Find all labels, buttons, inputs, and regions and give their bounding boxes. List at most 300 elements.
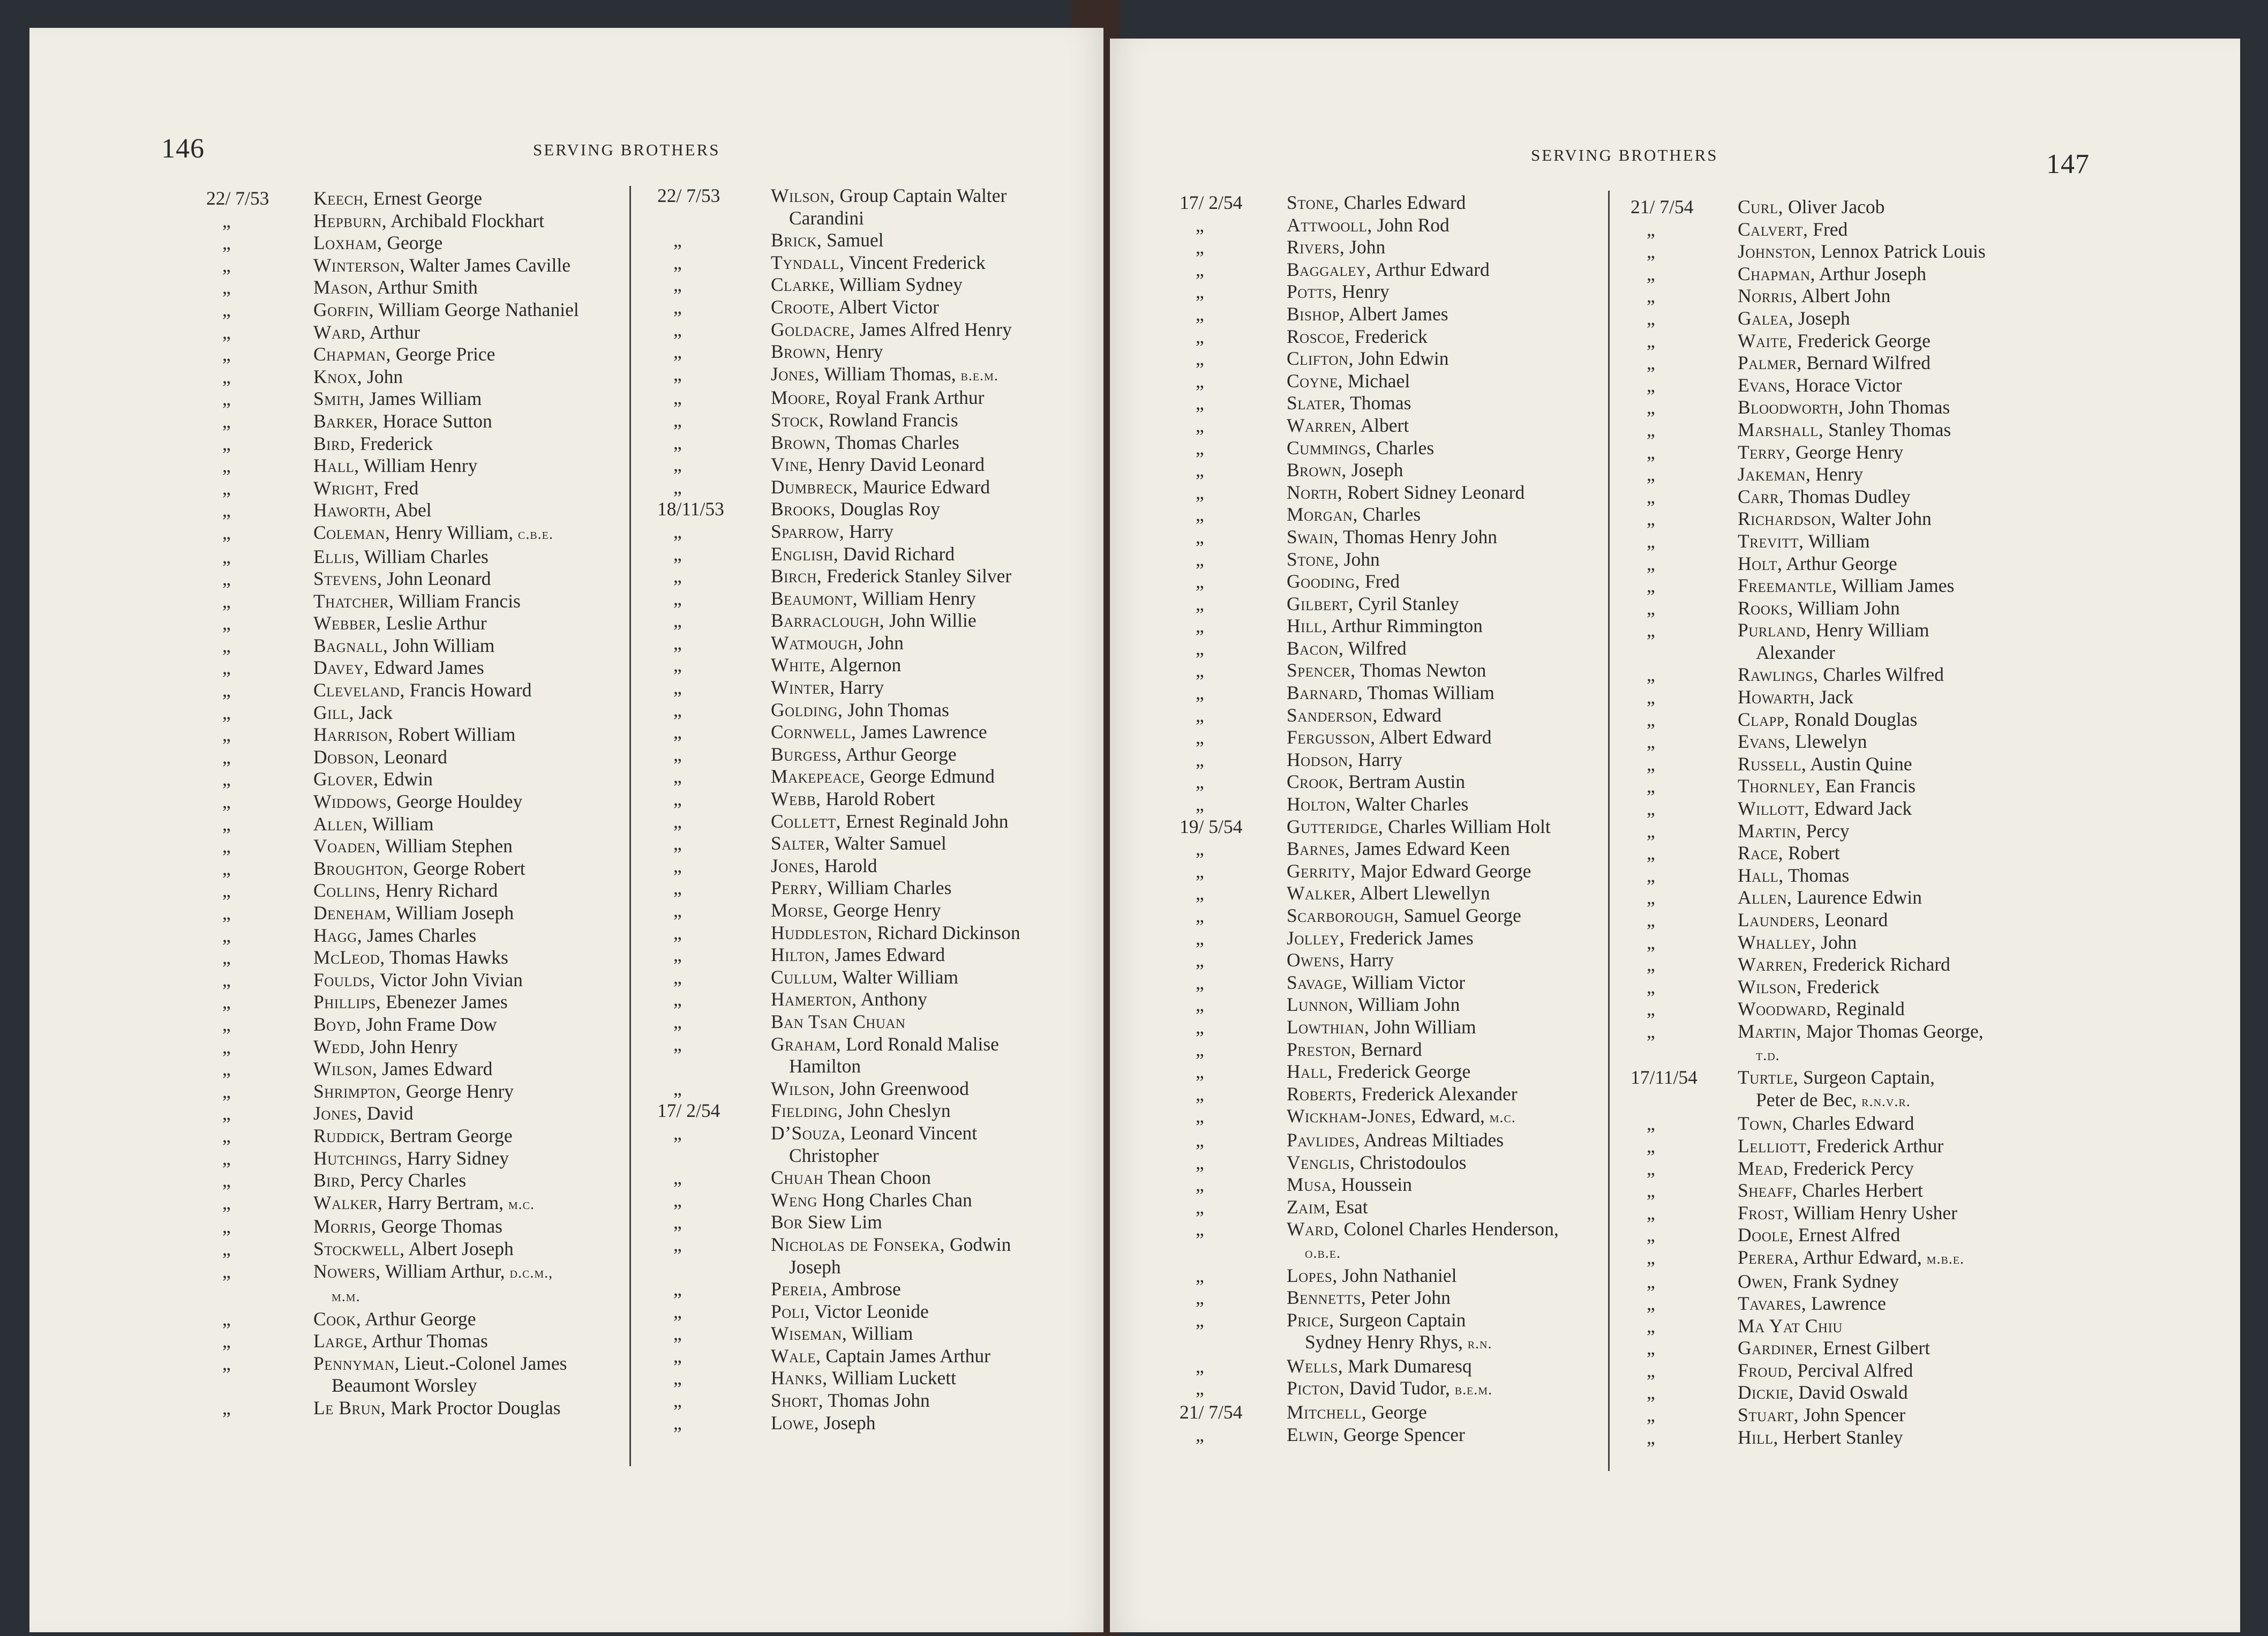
ditto-mark: „ bbox=[673, 788, 682, 810]
given-names: Colonel Charles Henderson, bbox=[1339, 1218, 1559, 1240]
given-names: William James bbox=[1837, 575, 1955, 597]
member-name bbox=[1287, 682, 1640, 704]
ditto-mark: „ bbox=[222, 410, 231, 432]
surname: Richardson, bbox=[1738, 508, 1836, 530]
member-name bbox=[1287, 816, 1640, 838]
given-names: William Charles bbox=[822, 877, 952, 899]
member-name bbox=[1738, 1382, 2231, 1404]
ditto-mark: „ bbox=[1196, 882, 1204, 904]
surname: Gilbert, bbox=[1287, 592, 1354, 614]
register-entry bbox=[1180, 482, 1640, 504]
given-names: William John bbox=[1793, 597, 1900, 619]
given-names: David Oswald bbox=[1793, 1382, 1908, 1404]
member-name bbox=[1738, 1020, 2231, 1043]
name-continuation bbox=[1738, 1089, 2231, 1113]
surname: Perry, bbox=[771, 877, 823, 899]
surname: Gorfin, bbox=[313, 298, 374, 320]
register-entry bbox=[1180, 615, 1640, 637]
surname: Zaim, bbox=[1287, 1196, 1331, 1218]
ditto-mark: „ bbox=[222, 455, 231, 477]
member-name bbox=[771, 832, 1097, 855]
given-names: John Edwin bbox=[1353, 348, 1449, 370]
surname: Pavlides, bbox=[1287, 1129, 1360, 1151]
register-entry bbox=[1631, 1293, 2231, 1315]
ditto-mark: „ bbox=[673, 1211, 682, 1233]
register-entry bbox=[206, 791, 678, 813]
given-names: Charles bbox=[1357, 504, 1421, 526]
given-names: George Edmund bbox=[865, 766, 995, 787]
member-name bbox=[313, 321, 678, 344]
ditto-mark: „ bbox=[222, 1397, 231, 1419]
surname: Allen, bbox=[1738, 887, 1792, 909]
member-name bbox=[771, 899, 1097, 922]
member-name bbox=[1738, 1360, 2231, 1382]
register-entry bbox=[206, 858, 678, 880]
given-names: Arthur Thomas bbox=[367, 1330, 488, 1352]
surname: Wilson, bbox=[313, 1058, 378, 1080]
member-name bbox=[1287, 1039, 1640, 1061]
given-names: John bbox=[1339, 548, 1380, 570]
member-name bbox=[1287, 482, 1640, 504]
entry-date: 22/ 7/53 bbox=[206, 187, 269, 209]
member-name bbox=[1738, 865, 2231, 887]
member-name bbox=[1287, 1401, 1640, 1424]
ditto-mark: „ bbox=[1647, 1404, 1655, 1426]
given-names: Douglas Roy bbox=[835, 498, 941, 520]
surname: Waite, bbox=[1738, 329, 1793, 351]
given-names: Percy bbox=[1801, 820, 1850, 842]
surname: Poli, bbox=[771, 1300, 810, 1322]
member-name bbox=[771, 1234, 1097, 1256]
register-entry bbox=[206, 1080, 678, 1103]
register-entry bbox=[1631, 820, 2231, 843]
member-name bbox=[1738, 285, 2231, 307]
ditto-mark: „ bbox=[222, 568, 231, 590]
register-entry bbox=[1180, 637, 1640, 660]
register-entry bbox=[206, 276, 678, 299]
register-entry bbox=[657, 229, 1097, 252]
given-names: James Charles bbox=[362, 924, 477, 946]
register-entry bbox=[1180, 1039, 1640, 1061]
surname: Rivers, bbox=[1287, 236, 1345, 258]
given-names: Jack bbox=[1814, 686, 1853, 708]
member-name bbox=[771, 1323, 1097, 1345]
ditto-mark: „ bbox=[222, 477, 231, 499]
surname: Wright, bbox=[313, 477, 379, 499]
ditto-mark: „ bbox=[1647, 575, 1655, 597]
ditto-mark: „ bbox=[1196, 637, 1204, 659]
member-name bbox=[1738, 530, 2231, 553]
given-names: Leslie Arthur bbox=[381, 612, 487, 634]
member-name bbox=[771, 1189, 1097, 1212]
ditto-mark: „ bbox=[1647, 1426, 1655, 1448]
surname: Webber, bbox=[313, 612, 381, 634]
member-name bbox=[1738, 998, 2231, 1020]
ditto-mark: „ bbox=[222, 1260, 231, 1282]
ditto-mark: „ bbox=[1647, 731, 1655, 753]
given-names: Robert bbox=[1783, 842, 1840, 864]
register-entry bbox=[657, 185, 1097, 229]
register-entry bbox=[657, 855, 1097, 877]
surname: Thornley, bbox=[1738, 775, 1821, 797]
surname: Launders, bbox=[1738, 909, 1820, 930]
ditto-mark: „ bbox=[1647, 508, 1655, 530]
surname: Hodson, bbox=[1287, 748, 1354, 770]
member-name bbox=[313, 813, 678, 836]
surname: Carr, bbox=[1738, 485, 1784, 507]
surname: Haworth, bbox=[313, 499, 391, 521]
given-names: Thomas bbox=[1345, 392, 1411, 414]
continuation-text: Alexander bbox=[1756, 641, 1835, 663]
surname: Gill, bbox=[313, 701, 354, 723]
member-name bbox=[313, 612, 678, 635]
ditto-mark: „ bbox=[1647, 1270, 1655, 1292]
ditto-mark: „ bbox=[673, 454, 682, 476]
ditto-mark: „ bbox=[1196, 838, 1204, 860]
register-entry bbox=[1180, 1105, 1640, 1129]
ditto-mark: „ bbox=[673, 1233, 682, 1255]
running-head: SERVING BROTHERS bbox=[1531, 146, 1718, 164]
member-name bbox=[1738, 575, 2231, 597]
continuation-text: Carandini bbox=[789, 207, 864, 229]
ditto-mark: „ bbox=[222, 679, 231, 701]
surname: Ellis, bbox=[313, 545, 360, 567]
given-names: Albert Joseph bbox=[404, 1237, 514, 1259]
given-names: Victor Leonide bbox=[809, 1300, 929, 1322]
given-names: Joseph bbox=[818, 1412, 876, 1434]
ditto-mark: „ bbox=[1196, 659, 1204, 681]
given-names: James Edward bbox=[377, 1058, 493, 1080]
ditto-mark: „ bbox=[222, 924, 231, 946]
register-entry bbox=[206, 410, 678, 433]
member-name bbox=[1738, 1404, 2231, 1427]
ditto-mark: „ bbox=[222, 1215, 231, 1237]
member-name bbox=[771, 811, 1097, 833]
register-entry bbox=[657, 677, 1097, 699]
surname: Howarth, bbox=[1738, 686, 1815, 708]
surname: Lelliott, bbox=[1738, 1135, 1812, 1157]
given-names: Harry bbox=[844, 520, 893, 542]
ditto-mark: „ bbox=[673, 721, 682, 743]
given-names: Charles Wilfred bbox=[1818, 664, 1944, 686]
register-entry bbox=[1631, 330, 2231, 352]
member-name bbox=[1287, 1174, 1640, 1196]
ditto-mark: „ bbox=[673, 476, 682, 498]
surname: Clifton, bbox=[1287, 348, 1354, 370]
member-name bbox=[1738, 709, 2231, 731]
entry-date: 17/ 2/54 bbox=[657, 1100, 720, 1122]
surname: Dumbreck, bbox=[771, 476, 858, 498]
given-names: William Sydney bbox=[835, 274, 963, 296]
surname: Hamerton, bbox=[771, 988, 857, 1010]
member-name bbox=[313, 768, 678, 791]
member-name bbox=[771, 543, 1097, 566]
surname: Cullum, bbox=[771, 966, 838, 988]
register-entry bbox=[1631, 954, 2231, 976]
ditto-mark: „ bbox=[1196, 1196, 1204, 1218]
ditto-mark: „ bbox=[1196, 726, 1204, 748]
ditto-mark: „ bbox=[222, 724, 231, 746]
member-name bbox=[1287, 1309, 1640, 1332]
surname: Willott, bbox=[1738, 798, 1809, 820]
member-name bbox=[313, 880, 678, 902]
register-entry bbox=[1180, 1287, 1640, 1309]
given-names: John Nathaniel bbox=[1337, 1264, 1457, 1286]
surname: Phillips, bbox=[313, 991, 381, 1013]
given-names: Robert Sidney Leonard bbox=[1342, 481, 1525, 503]
ditto-mark: „ bbox=[222, 947, 231, 969]
surname: Stone, bbox=[1287, 548, 1339, 570]
continuation-text: Joseph bbox=[789, 1256, 841, 1278]
continuation-text: Sydney Henry Rhys, bbox=[1305, 1331, 1468, 1353]
register-entry bbox=[206, 522, 678, 546]
member-name bbox=[1738, 1158, 2231, 1180]
member-name bbox=[1287, 1265, 1640, 1287]
given-names: Harry bbox=[835, 677, 884, 699]
given-names: Arthur George bbox=[361, 1308, 476, 1330]
given-names: William bbox=[847, 1323, 913, 1345]
member-name bbox=[771, 877, 1097, 899]
surname: Palmer, bbox=[1738, 352, 1802, 374]
surname: Brown, bbox=[771, 341, 831, 363]
member-name bbox=[313, 210, 678, 232]
surname: Stone, bbox=[1287, 192, 1339, 213]
postnominal: c.b.e. bbox=[517, 526, 553, 543]
register-entry bbox=[1180, 927, 1640, 950]
surname: Moore, bbox=[771, 387, 831, 409]
surname: Bennetts, bbox=[1287, 1287, 1366, 1309]
entries-column bbox=[1180, 192, 1640, 1446]
given-names: Maurice Edward bbox=[858, 476, 990, 498]
register-entry bbox=[1180, 437, 1640, 460]
member-name bbox=[1738, 976, 2231, 999]
surname: Pennyman, bbox=[313, 1352, 400, 1374]
surname: Graham, bbox=[771, 1033, 842, 1055]
register-entry bbox=[1631, 486, 2231, 508]
surname: Wilson, bbox=[1738, 975, 1802, 997]
surname: Lopes, bbox=[1287, 1264, 1338, 1286]
ditto-mark: „ bbox=[1647, 1180, 1655, 1202]
ditto-mark: „ bbox=[673, 966, 682, 988]
ditto-mark: „ bbox=[673, 587, 682, 609]
ditto-mark: „ bbox=[222, 1352, 231, 1374]
member-name bbox=[1287, 726, 1640, 749]
member-name bbox=[771, 498, 1097, 521]
given-names: William Victor bbox=[1347, 971, 1466, 993]
given-names: George Henry bbox=[828, 899, 941, 921]
surname: Cummings, bbox=[1287, 437, 1371, 459]
surname: Vine, bbox=[771, 454, 813, 476]
given-names: George Thomas bbox=[376, 1215, 502, 1237]
register-entry bbox=[206, 1192, 678, 1216]
member-name bbox=[313, 1397, 678, 1420]
given-names: William Henry bbox=[359, 455, 478, 477]
given-names: Robert William bbox=[393, 724, 516, 746]
surname: Evans, bbox=[1738, 374, 1791, 396]
ditto-mark: „ bbox=[673, 1323, 682, 1345]
given-names: Walter Charles bbox=[1350, 793, 1469, 815]
ditto-mark: „ bbox=[1647, 441, 1655, 463]
given-names: William Arthur, bbox=[380, 1260, 510, 1282]
ditto-mark: „ bbox=[222, 209, 231, 231]
member-name bbox=[313, 232, 678, 254]
ditto-mark: „ bbox=[1196, 704, 1204, 726]
given-names: Henry Richard bbox=[380, 880, 498, 902]
member-name bbox=[1287, 1377, 1640, 1401]
given-names: Laurence Edwin bbox=[1792, 887, 1922, 909]
ditto-mark: „ bbox=[222, 1035, 231, 1057]
ditto-mark: „ bbox=[673, 1390, 682, 1412]
member-name bbox=[1738, 1067, 2231, 1089]
surname: Owens, bbox=[1287, 949, 1345, 971]
register-entry bbox=[1180, 593, 1640, 616]
ditto-mark: „ bbox=[673, 654, 682, 676]
surname: Swain, bbox=[1287, 526, 1339, 547]
register-entry bbox=[1631, 396, 2231, 419]
given-names: William George Nathaniel bbox=[374, 298, 579, 320]
surname: Brown, bbox=[1287, 459, 1347, 481]
register-entry bbox=[1631, 686, 2231, 709]
register-entry bbox=[206, 1058, 678, 1080]
member-name bbox=[771, 1078, 1097, 1100]
given-names: Frederick George bbox=[1792, 329, 1931, 351]
surname: Trevitt, bbox=[1738, 530, 1804, 552]
given-names: Austin Quine bbox=[1806, 753, 1912, 775]
ditto-mark: „ bbox=[222, 1237, 231, 1259]
given-names: Houssein bbox=[1336, 1174, 1412, 1196]
given-names: Cyril Stanley bbox=[1353, 592, 1459, 614]
ditto-mark: „ bbox=[673, 877, 682, 899]
given-names: George bbox=[1366, 1401, 1427, 1423]
ditto-mark: „ bbox=[1196, 1287, 1204, 1309]
register-entry bbox=[206, 321, 678, 344]
surname: Galea, bbox=[1738, 307, 1794, 329]
ditto-mark: „ bbox=[222, 1308, 231, 1330]
register-entry bbox=[657, 744, 1097, 766]
given-names: Henry David Leonard bbox=[813, 454, 985, 476]
surname: McLeod, bbox=[313, 947, 385, 969]
ditto-mark: „ bbox=[222, 991, 231, 1013]
member-name bbox=[1738, 842, 2231, 865]
register-entry bbox=[1180, 370, 1640, 393]
ditto-mark: „ bbox=[1647, 1246, 1655, 1268]
surname: Bird, bbox=[313, 432, 356, 454]
register-entry bbox=[657, 341, 1097, 363]
ditto-mark: „ bbox=[673, 431, 682, 453]
surname: Wiseman, bbox=[771, 1323, 847, 1345]
register-entry bbox=[206, 925, 678, 947]
entry-date: 19/ 5/54 bbox=[1180, 815, 1243, 837]
member-name bbox=[771, 610, 1097, 632]
surname: Tyndall, bbox=[771, 251, 845, 273]
ditto-mark: „ bbox=[1647, 1135, 1655, 1157]
member-name bbox=[313, 702, 678, 724]
surname: Hepburn, bbox=[313, 209, 387, 231]
ditto-mark: „ bbox=[222, 343, 231, 365]
member-name bbox=[771, 1211, 1097, 1234]
member-name bbox=[313, 455, 678, 477]
given-names: Mark Proctor Douglas bbox=[386, 1397, 561, 1419]
register-entry bbox=[1180, 192, 1640, 214]
ditto-mark: „ bbox=[673, 1367, 682, 1389]
given-names: Fred bbox=[1360, 571, 1400, 592]
ditto-mark: „ bbox=[1196, 1174, 1204, 1196]
surname: Knox, bbox=[313, 365, 363, 387]
member-name bbox=[1287, 192, 1640, 214]
ditto-mark: „ bbox=[1647, 775, 1655, 797]
register-entry bbox=[657, 1211, 1097, 1234]
member-name bbox=[1738, 463, 2231, 486]
given-names: Walter James Caville bbox=[405, 254, 570, 276]
register-entry bbox=[206, 1330, 678, 1353]
ditto-mark: „ bbox=[222, 432, 231, 454]
register-entry bbox=[657, 1278, 1097, 1301]
register-entry bbox=[1180, 860, 1640, 883]
surname: Sanderson, bbox=[1287, 704, 1378, 726]
ditto-mark: „ bbox=[1196, 1377, 1204, 1399]
member-name bbox=[1287, 949, 1640, 972]
member-name bbox=[1287, 392, 1640, 415]
register-entry bbox=[1180, 214, 1640, 237]
surname: Holt, bbox=[1738, 552, 1783, 574]
given-names: Frederick bbox=[355, 432, 433, 454]
given-names: Lord Ronald Malise bbox=[841, 1033, 999, 1055]
register-entry bbox=[657, 409, 1097, 432]
given-names: Henry William, bbox=[390, 521, 518, 543]
surname: Tavares, bbox=[1738, 1293, 1807, 1315]
continuation-text: Christopher bbox=[789, 1144, 879, 1166]
ditto-mark: „ bbox=[222, 634, 231, 656]
given-names: Lawrence bbox=[1806, 1293, 1886, 1315]
given-names: John Leonard bbox=[382, 568, 491, 590]
surname: Hall, bbox=[1287, 1061, 1333, 1083]
surname: Wale, bbox=[771, 1345, 821, 1367]
given-names: David bbox=[362, 1102, 414, 1124]
given-names: Frederick Richard bbox=[1807, 954, 1950, 975]
given-names: Charles Edward bbox=[1339, 192, 1466, 213]
given-names: Fred bbox=[1808, 218, 1848, 240]
given-names: John Cheslyn bbox=[843, 1100, 951, 1122]
surname: Dobson, bbox=[313, 746, 379, 768]
register-entry bbox=[1180, 1016, 1640, 1039]
register-entry bbox=[1631, 374, 2231, 397]
ditto-mark: „ bbox=[222, 276, 231, 298]
member-name bbox=[313, 590, 678, 613]
given-names: Samuel George bbox=[1399, 905, 1521, 926]
register-entry bbox=[1631, 1315, 2231, 1338]
given-names: James Alfred Henry bbox=[855, 318, 1012, 340]
ditto-mark: „ bbox=[673, 1412, 682, 1434]
member-name bbox=[1738, 820, 2231, 843]
register-entry bbox=[206, 1397, 678, 1420]
surname: Huddleston, bbox=[771, 921, 873, 943]
surname: Widdows, bbox=[313, 791, 392, 813]
register-entry bbox=[1631, 219, 2231, 241]
register-entry bbox=[1631, 619, 2231, 664]
member-name bbox=[1287, 1061, 1640, 1083]
ditto-mark: „ bbox=[222, 657, 231, 679]
given-names: Albert Victor bbox=[835, 296, 939, 318]
register-entry bbox=[1180, 348, 1640, 370]
ditto-mark: „ bbox=[1196, 905, 1204, 926]
entry-date: 21/ 7/54 bbox=[1180, 1401, 1243, 1423]
column-rule bbox=[1608, 191, 1610, 1471]
member-name bbox=[313, 1330, 678, 1353]
ditto-mark: „ bbox=[673, 632, 682, 654]
surname: Ban Tsan Chuan bbox=[771, 1010, 906, 1032]
given-names: Frederick bbox=[1350, 325, 1428, 347]
given-names: John William bbox=[1369, 1016, 1476, 1038]
